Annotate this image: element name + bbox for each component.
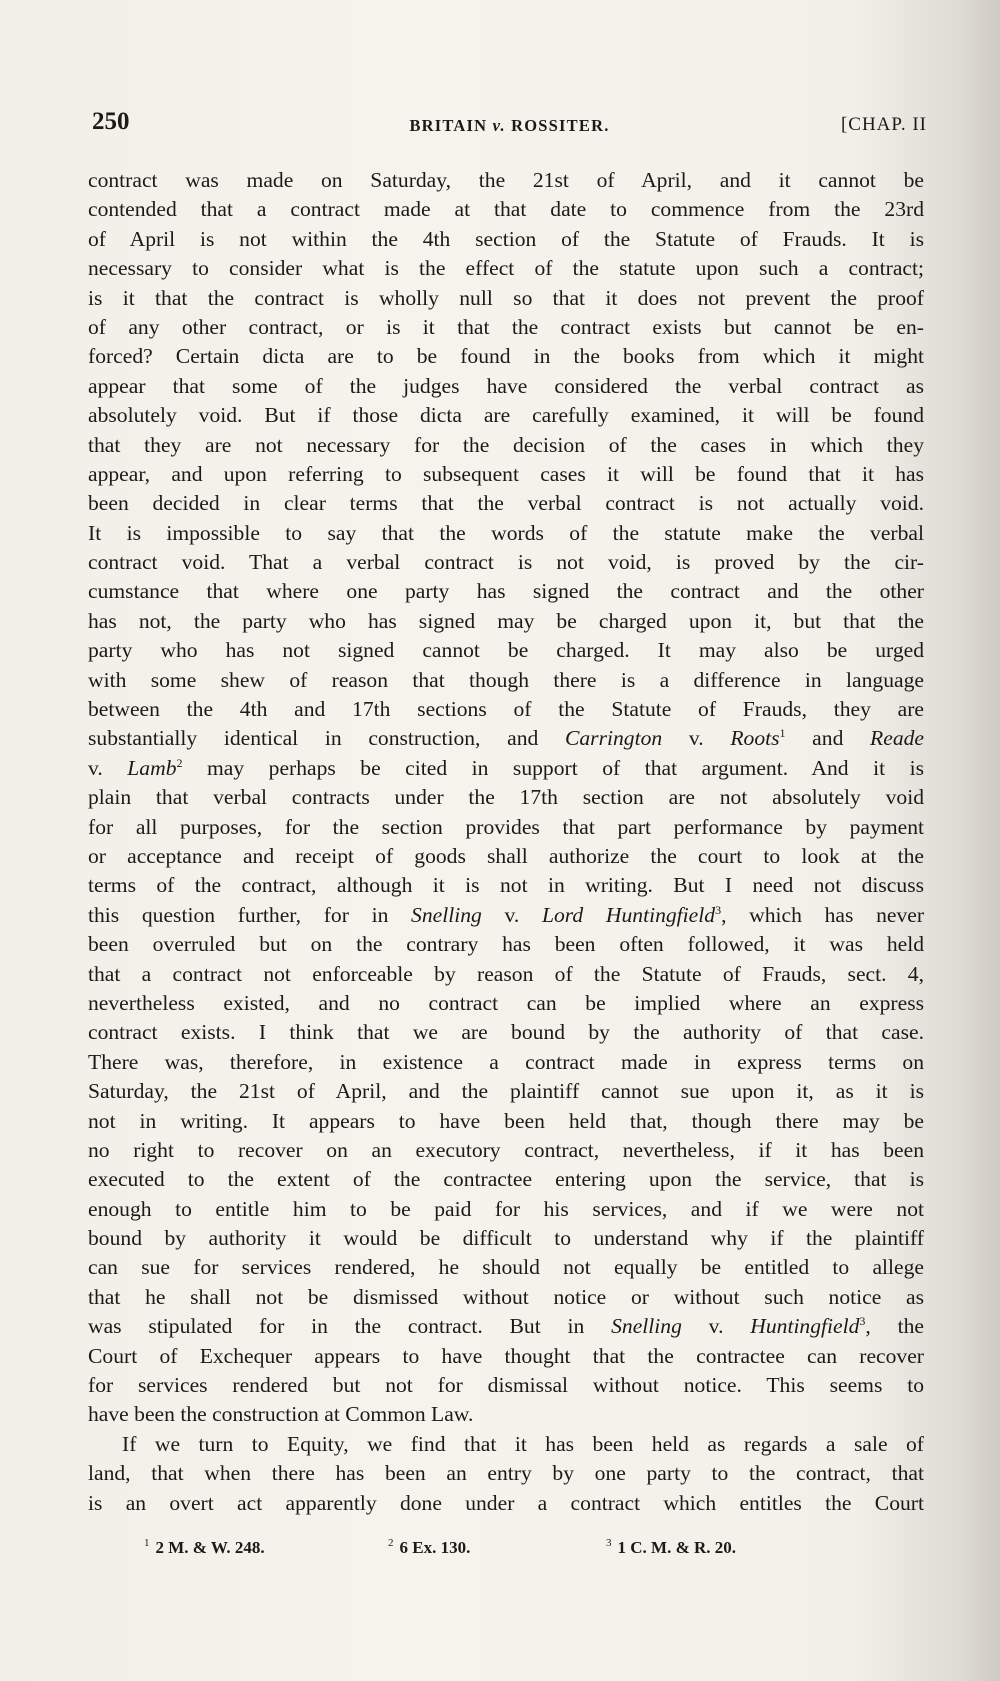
text-line: plain that verbal contracts under the 17th section are not absolutely void (88, 785, 924, 810)
text-line: Court of Exchequer appears to have thought that the contractee can recover (88, 1343, 924, 1368)
text-line: terms of the contract, although it is not in writing. But I need not discuss (88, 873, 924, 898)
text-line: can sue for services rendered, he should not equally be entitled to allege (88, 1255, 924, 1280)
case-name: Snelling (611, 1314, 682, 1339)
page-header (92, 108, 927, 148)
text-line: of April is not within the 4th section of the Statute of Frauds. It is (88, 226, 924, 251)
text-line: contended that a contract made at that date to commence from the 23rd (88, 197, 924, 222)
running-title-party-a: BRITAIN (409, 116, 488, 135)
text-line: that they are not necessary for the decision of the cases in which they (88, 432, 924, 457)
footnote-marker: 3 (859, 1314, 866, 1329)
footnote (144, 1538, 265, 1558)
text-fragment: this question further, for in (88, 902, 412, 927)
body-text (88, 166, 924, 1518)
text-line: that he shall not be dismissed without notice or without such notice as (88, 1284, 924, 1309)
running-title (92, 116, 927, 136)
text-line: that a contract not enforceable by reason of the Statute of Frauds, sect. 4, (88, 961, 924, 986)
text-line: Saturday, the 21st of April, and the plaintiff cannot sue upon it, as it is (88, 1079, 924, 1104)
text-line: forced? Certain dicta are to be found in the books from which it might (88, 344, 924, 369)
text-line: bound by authority it would be difficult to understand why if the plaintiff (88, 1226, 924, 1251)
case-name: Carrington (564, 726, 663, 751)
text-line: nevertheless existed, and no contract can be implied where an express (88, 990, 924, 1015)
text-line: between the 4th and 17th sections of the Statute of Frauds, they are (88, 697, 924, 722)
chapter-reference: [CHAP. II (840, 114, 927, 135)
text-line: appear, and upon referring to subsequent cases it will be found that it has (88, 461, 924, 486)
text-fragment: substantially identical in construction, and (88, 726, 565, 751)
text-line: contract void. That a verbal contract is not void, is proved by the cir- (88, 550, 924, 575)
text-line: been decided in clear terms that the verbal contract is not actually void. (88, 491, 924, 516)
text-line: enough to entitle him to be paid for his services, and if we were not (88, 1196, 924, 1221)
text-fragment: v. (662, 726, 731, 751)
text-line: not in writing. It appears to have been held that, though there may be (88, 1108, 924, 1133)
footnote-marker: 1 (779, 726, 786, 741)
footnote-text: 6 Ex. 130. (399, 1538, 471, 1557)
text-line: contract was made on Saturday, the 21st of April, and it cannot be (88, 168, 924, 192)
footnote-marker: 3 (715, 902, 722, 917)
case-name: Huntingfield (750, 1314, 860, 1339)
case-name: Reade (870, 726, 924, 751)
text-line: appear that some of the judges have considered the verbal contract as (88, 373, 924, 398)
text-line: has not, the party who has signed may be charged upon it, but that the (88, 608, 924, 633)
text-fragment: and (785, 726, 871, 751)
text-line: is it that the contract is wholly null so that it does not prevent the proof (88, 285, 924, 310)
footnote-text: 2 M. & W. 248. (155, 1538, 265, 1557)
text-fragment: was stipulated for in the contract. But in (88, 1314, 612, 1339)
text-line: party who has not signed cannot be charged. It may also be urged (88, 638, 924, 663)
text-line: no right to recover on an executory contract, nevertheless, if it has been (88, 1137, 924, 1162)
footnote-text: 1 C. M. & R. 20. (617, 1538, 737, 1557)
text-line: executed to the extent of the contractee entering upon the service, that is (88, 1167, 924, 1192)
text-line-with-citation (88, 1312, 924, 1341)
footnote-mark: 1 (144, 1537, 150, 1550)
text-line: necessary to consider what is the effect of the statute upon such a contract; (88, 256, 924, 281)
running-title-party-b: ROSSITER. (511, 116, 610, 135)
case-name: Snelling (411, 902, 482, 927)
page-number: 250 (92, 108, 130, 135)
text-line: It is impossible to say that the words of the statute make the verbal (88, 520, 924, 545)
footnote-mark: 2 (388, 1537, 394, 1550)
text-line-with-citation (88, 724, 924, 753)
text-line: There was, therefore, in existence a contract made in express terms on (88, 1049, 924, 1074)
text-fragment: may perhaps be cited in support of that argument. And it is (182, 755, 924, 780)
case-name: Roots (730, 726, 780, 751)
paragraph-opening-line: If we turn to Equity, we find that it has been held as regards a sale of (122, 1431, 924, 1456)
text-line: been overruled but on the contrary has been often followed, it was held (88, 932, 924, 957)
text-fragment: , which has never (721, 902, 925, 927)
footnote (606, 1538, 736, 1558)
text-line: with some shew of reason that though there is a difference in language (88, 667, 924, 692)
footnote-marker: 2 (176, 755, 183, 770)
text-fragment: v. (88, 755, 128, 780)
text-line: or acceptance and receipt of goods shall authorize the court to look at the (88, 843, 924, 868)
case-name: Lord Huntingfield (542, 902, 716, 927)
text-line: land, that when there has been an entry by one party to the contract, that (88, 1461, 924, 1486)
text-line-with-citation (88, 754, 924, 783)
text-line: contract exists. I think that we are bound by the authority of that case. (88, 1020, 924, 1045)
running-title-versus: v. (492, 116, 506, 135)
text-line-paragraph-end: have been the construction at Common Law. (88, 1402, 474, 1427)
text-line: for all purposes, for the section provides that part performance by payment (88, 814, 924, 839)
footnote-mark: 3 (606, 1537, 612, 1550)
text-line: cumstance that where one party has signed the contract and the other (88, 579, 924, 604)
text-fragment: , the (865, 1314, 924, 1339)
case-name: Lamb (127, 755, 177, 780)
text-line: is an overt act apparently done under a contract which entitles the Court (88, 1490, 924, 1515)
text-line: of any other contract, or is it that the contract exists but cannot be en- (88, 314, 924, 339)
text-fragment: v. (681, 1314, 751, 1339)
text-line: for services rendered but not for dismissal without notice. This seems to (88, 1373, 924, 1398)
text-line: absolutely void. But if those dicta are carefully examined, it will be found (88, 403, 924, 428)
text-line-with-citation (88, 901, 924, 930)
footnote (388, 1538, 470, 1558)
text-fragment: v. (481, 902, 542, 927)
